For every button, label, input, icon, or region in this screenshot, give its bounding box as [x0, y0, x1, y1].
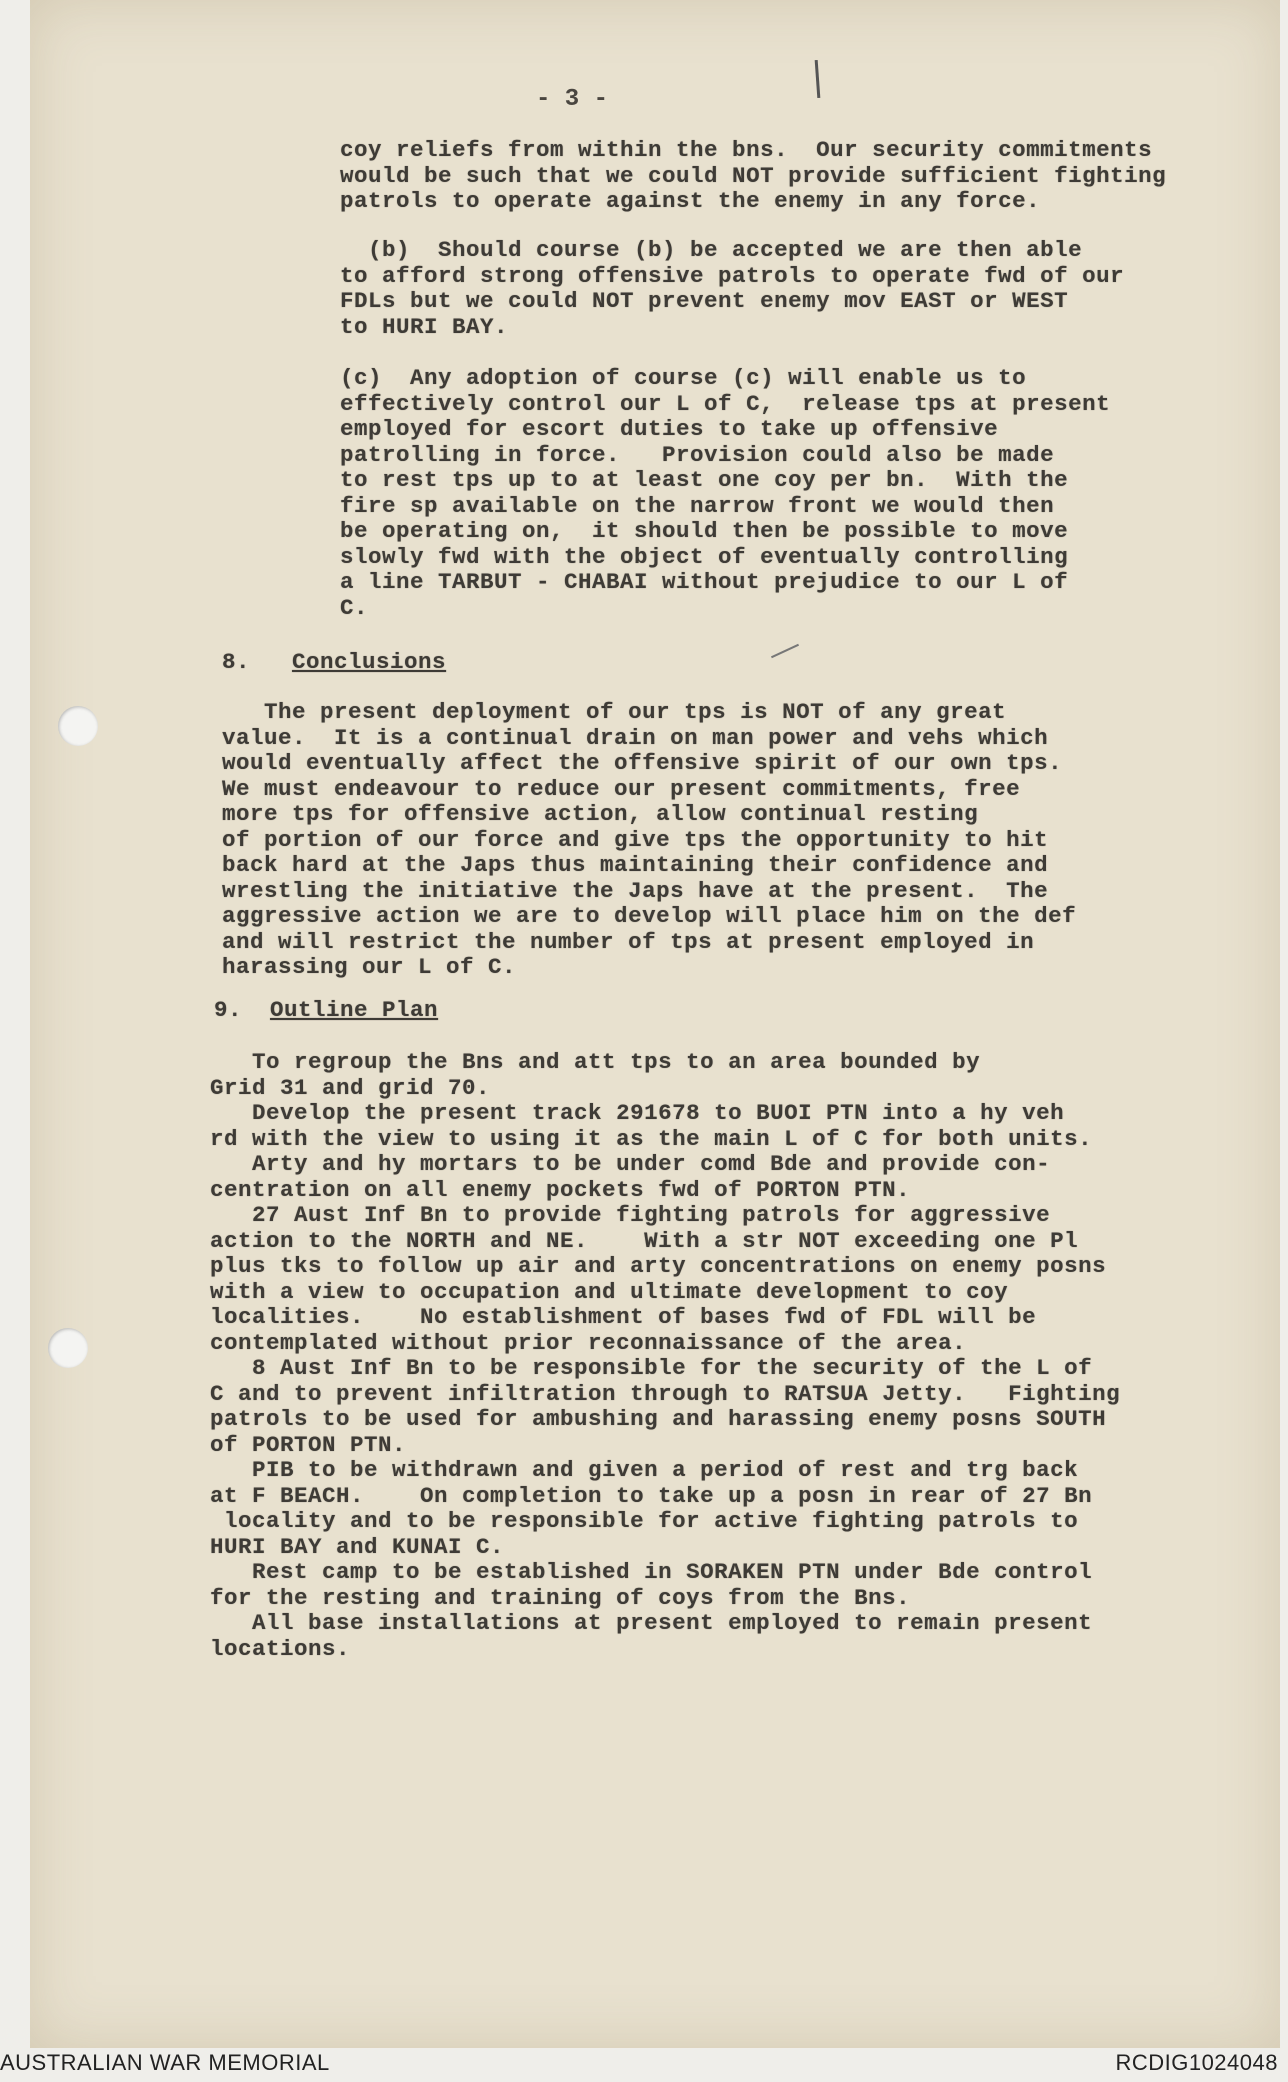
section-9-heading: [214, 998, 438, 1024]
paragraph-7c: (c) Any adoption of course (c) will enable us to effectively control our L of C, release tps at present employed for escort duties to take up offensive patrolling in force. Provision could also be made to rest tps up to at least one coy per bn. With the fire sp available on the narrow front we would then be operating on, it should then be possible to move slowly fwd with the object of eventually controlling a line TARBUT - CHABAI without prejudice to our L of C.: [340, 365, 1111, 621]
punch-hole: [58, 706, 98, 746]
paragraph-9: To regroup the Bns and att tps to an area bounded by Grid 31 and grid 70. Develop the present track 291678 to BUOI PTN into a hy veh rd with the view to using it as the main L of C for both units. Arty and hy mortars to be under comd Bde and provide con- centration on all enemy pockets fwd of PORTON PTN. 27 Aust Inf Bn to provide fighting patrols for aggressive action to the NORTH and NE. With a str NOT exceeding one Pl plus tks to follow up air and arty concentrations on enemy posns with a view to occupation and ultimate development to coy localities. No establishment of bases fwd of FDL will be contemplated without prior reconnaissance of the area. 8 Aust Inf Bn to be responsible for the security of the L of C and to prevent infiltration through to RATSUA Jetty. Fighting patrols to be used for ambushing and harassing enemy posns SOUTH of PORTON PTN. PIB to be withdrawn and given a period of rest and trg back at F BEACH. On completion to take up a posn in rear of 27 Bn locality and to be responsible for active fighting patrols to HURI BAY and KUNAI C. Rest camp to be established in SORAKEN PTN under Bde control for the resting and training of coys from the Bns. All base installations at present employed to remain present locations.: [210, 1049, 1121, 1662]
pencil-mark: [815, 60, 821, 98]
section-number: 8.: [222, 649, 251, 675]
section-number: 9.: [214, 997, 243, 1023]
footer-record-id: RCDIG1024048: [1115, 2050, 1278, 2075]
paragraph-8: The present deployment of our tps is NOT of any great value. It is a continual drain on man power and vehs which would eventually affect the offensive spirit of our own tps. We must endeavour to reduce our present commitments, free more tps for offensive action, allow continual resting of portion of our force and give tps the opportunity to hit back hard at the Japs thus maintaining their confidence and wrestling the initiative the Japs have at the present. The aggressive action we are to develop will place him on the def and will restrict the number of tps at present employed in harassing our L of C.: [222, 699, 1077, 980]
paragraph-7-continued: coy reliefs from within the bns. Our security commitments would be such that we could NOT provide sufficient fighting patrols to operate against the enemy in any force.: [340, 137, 1167, 214]
footer-archive-name: AUSTRALIAN WAR MEMORIAL: [0, 2050, 330, 2075]
section-title: Conclusions: [292, 649, 447, 675]
page-number: - 3 -: [536, 86, 609, 113]
section-title: Outline Plan: [270, 997, 439, 1023]
punch-hole: [48, 1328, 88, 1368]
paragraph-7b: (b) Should course (b) be accepted we are then able to afford strong offensive patrols to operate fwd of our FDLs but we could NOT prevent enemy mov EAST or WEST to HURI BAY.: [340, 237, 1125, 340]
section-8-heading: [222, 650, 446, 676]
pencil-mark: [771, 644, 799, 658]
